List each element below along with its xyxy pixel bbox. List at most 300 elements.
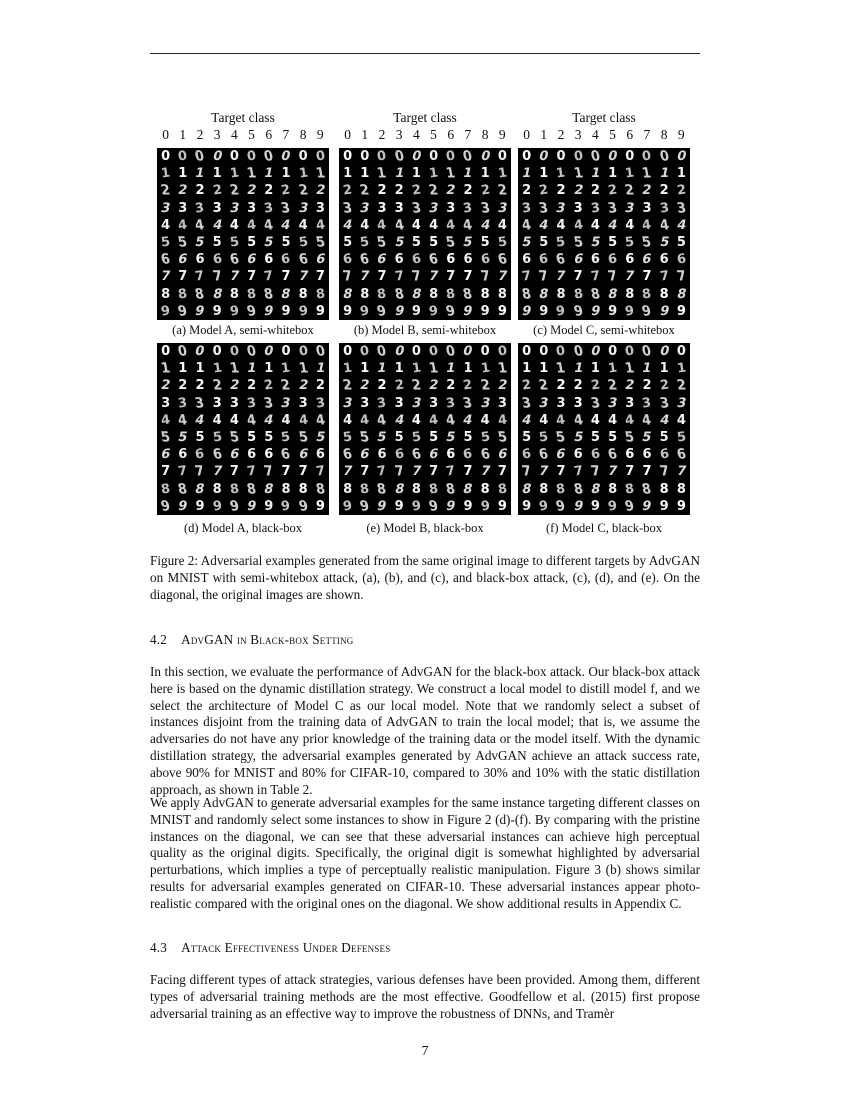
digit-image: 1: [539, 361, 549, 377]
digit-image: 9: [212, 303, 222, 319]
digit-image: 6: [394, 252, 404, 268]
digit-image: 5: [297, 234, 309, 251]
digit-grid-c: [518, 148, 690, 320]
digit-image: 3: [675, 395, 688, 411]
digit-image: 0: [246, 148, 258, 165]
digit-image: 1: [212, 166, 222, 182]
digit-image: 4: [480, 412, 490, 428]
digit-image: 7: [228, 269, 241, 285]
digit-image: 5: [624, 234, 636, 251]
section-heading-4-2: [150, 632, 354, 648]
digit-image: 8: [608, 481, 618, 497]
digit-image: 9: [358, 498, 371, 515]
digit-image: 6: [264, 447, 274, 463]
digit-image: 0: [429, 149, 439, 165]
target-class-digit: 5: [248, 127, 255, 142]
digit-image: 2: [675, 377, 688, 395]
digit-image: 3: [462, 200, 474, 217]
digit-image: 2: [314, 183, 327, 199]
digit-image: 9: [676, 303, 686, 319]
digit-image: 6: [555, 251, 567, 268]
digit-image: 7: [315, 269, 325, 285]
digit-image: 3: [280, 200, 292, 217]
digit-image: 7: [556, 464, 566, 480]
digit-image: 0: [360, 149, 370, 165]
digit-image: 9: [522, 498, 532, 514]
digit-image: 9: [393, 303, 406, 319]
digit-image: 0: [539, 344, 549, 360]
digit-image: 9: [264, 498, 274, 514]
digit-image: 6: [341, 446, 354, 463]
digit-image: 3: [589, 395, 602, 412]
digit-image: 5: [640, 430, 654, 446]
digit-image: 0: [176, 343, 189, 360]
digit-image: 4: [193, 412, 207, 428]
digit-image: 3: [496, 200, 509, 216]
digit-image: 9: [359, 303, 371, 320]
digit-image: 0: [228, 343, 240, 360]
digit-image: 4: [281, 412, 291, 428]
digit-image: 3: [212, 200, 222, 216]
digit-image: 8: [520, 286, 533, 303]
digit-image: 3: [410, 395, 423, 411]
digit-image: 1: [496, 165, 508, 182]
paragraph: [150, 972, 700, 1022]
panel-header: [339, 110, 511, 148]
digit-image: 6: [521, 446, 533, 463]
digit-image: 6: [573, 447, 583, 463]
digit-image: 2: [245, 183, 258, 199]
digit-image: 0: [522, 344, 532, 360]
digit-image: 3: [658, 200, 670, 217]
digit-image: 2: [462, 377, 474, 395]
digit-image: 0: [281, 344, 291, 360]
digit-image: 2: [297, 378, 310, 394]
digit-image: 1: [589, 166, 602, 182]
digit-image: 7: [427, 269, 440, 285]
digit-image: 2: [573, 378, 583, 394]
digit-image: 7: [537, 268, 550, 286]
digit-image: 6: [606, 446, 619, 463]
digit-image: 2: [341, 377, 354, 395]
digit-image: 6: [572, 252, 585, 268]
digit-image: 1: [623, 360, 636, 377]
digit-image: 3: [521, 200, 533, 217]
target-class-digit: 4: [591, 127, 599, 142]
digit-image: 6: [446, 252, 456, 268]
digit-image: 5: [195, 430, 205, 446]
target-class-digit: 3: [395, 127, 403, 142]
digit-image: 3: [554, 200, 568, 216]
digit-image: 0: [522, 149, 532, 165]
digit-image: 6: [496, 251, 509, 268]
digit-image: 9: [463, 498, 473, 514]
digit-image: 7: [229, 464, 239, 480]
digit-image: 5: [444, 234, 457, 251]
digit-image: 3: [161, 395, 171, 411]
digit-image: 5: [479, 429, 491, 446]
digit-image: 7: [520, 463, 533, 481]
target-class-digit: 6: [447, 127, 455, 142]
digit-image: 4: [314, 412, 327, 429]
section-number: 4.2: [150, 632, 168, 647]
digit-image: 3: [394, 395, 404, 411]
digit-image: 8: [194, 286, 206, 303]
digit-image: 0: [298, 149, 308, 165]
digit-image: 2: [427, 182, 440, 200]
digit-image: 2: [463, 183, 473, 199]
digit-image: 5: [193, 235, 207, 251]
digit-image: 8: [625, 286, 635, 302]
digit-image: 2: [159, 182, 172, 200]
digit-image: 1: [496, 360, 509, 377]
digit-image: 8: [539, 481, 549, 497]
target-class-digit: 3: [213, 127, 221, 142]
digit-image: 3: [537, 395, 550, 411]
subfigure-caption: (f) Model C, black-box: [546, 521, 662, 535]
digit-image: 3: [410, 200, 423, 217]
digit-image: 5: [160, 234, 172, 251]
digit-image: 5: [572, 234, 585, 251]
digit-image: 8: [228, 481, 240, 498]
digit-image: 0: [229, 149, 239, 165]
digit-image: 8: [497, 286, 507, 302]
digit-image: 6: [247, 447, 257, 463]
digit-image: 8: [212, 481, 222, 497]
digit-image: 4: [461, 412, 475, 428]
digit-image: 0: [641, 148, 653, 165]
digit-image: 9: [572, 498, 585, 514]
target-class-digit: 1: [361, 127, 369, 142]
target-class-digit: 3: [574, 127, 582, 142]
digit-image: 6: [358, 447, 371, 463]
digit-image: 4: [462, 217, 474, 234]
digit-image: 5: [343, 235, 353, 251]
digit-image: 9: [624, 303, 636, 320]
digit-image: 5: [394, 430, 404, 446]
digit-image: 1: [178, 166, 188, 182]
digit-image: 7: [537, 464, 550, 480]
digit-image: 4: [246, 217, 258, 234]
digit-image: 5: [496, 429, 509, 446]
digit-image: 2: [446, 378, 456, 394]
digit-image: 0: [193, 344, 207, 360]
digit-image: 1: [572, 361, 585, 377]
digit-image: 2: [496, 182, 509, 200]
digit-image: 1: [640, 361, 654, 377]
digit-image: 5: [342, 429, 354, 446]
digit-image: 9: [589, 303, 602, 319]
digit-image: 0: [658, 344, 671, 360]
digit-image: 3: [376, 395, 388, 412]
digit-image: 3: [479, 395, 492, 411]
digit-image: 7: [521, 268, 533, 286]
digit-image: 1: [193, 166, 207, 182]
target-class-digit: 0: [344, 127, 351, 142]
digit-image: 5: [444, 430, 457, 446]
digit-image: 9: [461, 303, 475, 319]
digit-image: 3: [445, 395, 457, 412]
digit-image: 2: [427, 378, 440, 394]
digit-axis: [518, 127, 690, 143]
digit-image: 5: [212, 235, 222, 251]
digit-image: 2: [642, 378, 652, 394]
digit-image: 9: [555, 303, 567, 320]
digit-image: 4: [279, 217, 293, 233]
digit-image: 1: [297, 165, 309, 182]
paragraph-text: In this section, we evaluate the performance of AdvGAN for the black-box attack. Our black-box attack here is based on the dynamic distillation strategy. We construct a local model to distill model f, and we select the architecture of Model C as our local model. Note that we randomly select a subset of instances disjoint from the training data of AdvGAN to train the local model; that is, we assume the adversaries do not have any prior knowledge of the training data or the model itself. With the dynamic distillation strategy, the adversarial examples generated by AdvGAN achieve an attack success rate, above 90% for MNIST and 80% for CIFAR-10, compared to 30% and 10% with the static distillation approach, as shown in Table 2.: [150, 664, 700, 797]
digit-image: 4: [675, 217, 688, 233]
digit-image: 9: [520, 303, 533, 319]
digit-image: 1: [608, 166, 618, 182]
digit-image: 7: [572, 463, 584, 481]
digit-image: 6: [228, 447, 241, 463]
digit-image: 9: [608, 303, 618, 319]
target-class-digit: 5: [609, 127, 616, 142]
target-class-digit: 0: [162, 127, 169, 142]
digit-image: 6: [297, 251, 310, 268]
digit-image: 2: [211, 377, 224, 395]
digit-image: 5: [589, 235, 602, 251]
digit-image: 5: [496, 234, 508, 251]
digit-image: 0: [211, 149, 224, 165]
digit-image: 4: [608, 412, 618, 428]
digit-image: 4: [606, 217, 619, 233]
digit-image: 8: [572, 481, 585, 498]
digit-image: 2: [263, 377, 275, 395]
digit-image: 3: [537, 200, 550, 217]
digit-image: 6: [280, 446, 292, 463]
digit-image: 7: [377, 269, 387, 285]
digit-image: 8: [359, 481, 371, 498]
digit-image: 7: [194, 463, 206, 481]
digit-image: 9: [497, 498, 507, 514]
digit-image: 0: [624, 343, 636, 360]
digit-image: 8: [279, 286, 293, 302]
digit-image: 0: [589, 344, 602, 360]
digit-image: 6: [607, 251, 619, 268]
digit-image: 4: [376, 217, 388, 234]
digit-image: 9: [444, 498, 457, 514]
digit-image: 0: [537, 149, 550, 165]
digit-image: 7: [281, 464, 291, 480]
digit-image: 1: [281, 166, 291, 182]
digit-image: 9: [281, 303, 291, 319]
digit-image: 6: [176, 252, 189, 268]
digit-image: 8: [496, 481, 508, 498]
digit-image: 8: [161, 286, 171, 302]
digit-image: 4: [479, 217, 492, 233]
digit-image: 0: [572, 343, 585, 360]
digit-image: 9: [297, 303, 309, 320]
digit-image: 0: [461, 344, 475, 360]
digit-image: 4: [262, 217, 275, 234]
digit-image: 8: [281, 481, 291, 497]
digit-image: 8: [428, 481, 440, 498]
digit-image: 2: [675, 182, 687, 200]
digit-image: 1: [641, 165, 653, 182]
digit-image: 5: [176, 234, 189, 251]
digit-image: 1: [428, 165, 440, 182]
digit-image: 4: [160, 412, 172, 429]
digit-image: 5: [608, 430, 618, 446]
digit-image: 1: [427, 360, 440, 377]
digit-image: 3: [315, 200, 325, 216]
digit-image: 8: [177, 286, 189, 303]
panel-c: [518, 110, 690, 338]
digit-image: 9: [262, 303, 275, 319]
section-number: 4.3: [150, 940, 168, 955]
digit-image: 5: [375, 430, 389, 446]
digit-image: 2: [522, 183, 532, 199]
digit-image: 7: [376, 463, 388, 481]
digit-image: 1: [342, 360, 354, 377]
digit-image: 2: [377, 378, 387, 394]
digit-image: 4: [555, 412, 567, 429]
digit-image: 3: [297, 200, 310, 216]
digit-image: 8: [624, 481, 636, 498]
digit-image: 9: [228, 498, 241, 515]
digit-image: 4: [343, 412, 353, 428]
digit-image: 7: [589, 463, 602, 481]
digit-image: 3: [246, 395, 258, 412]
digit-image: 4: [376, 412, 388, 429]
digit-image: 3: [298, 395, 308, 411]
digit-image: 6: [640, 252, 654, 268]
digit-image: 1: [675, 360, 687, 377]
digit-image: 2: [479, 377, 492, 395]
digit-image: 6: [228, 251, 241, 268]
digit-image: 7: [675, 268, 688, 286]
digit-image: 6: [675, 251, 687, 268]
digit-image: 8: [393, 286, 406, 303]
digit-image: 5: [228, 234, 240, 251]
digit-image: 4: [229, 217, 239, 233]
digit-image: 3: [360, 395, 370, 411]
digit-image: 0: [428, 343, 440, 360]
digit-image: 7: [642, 269, 652, 285]
figure-caption: Figure 2: Adversarial examples generated from the same original image to different targets by AdvGAN on MNIST with semi-whitebox attack, (a), (b), and (c), and black-box attack, (c), (d), and (e). On the diagonal, the original images are shown.: [150, 553, 700, 602]
digit-image: 6: [410, 251, 422, 268]
digit-image: 3: [212, 395, 222, 411]
digit-image: 0: [161, 149, 171, 165]
digit-image: 2: [358, 378, 371, 394]
digit-image: 4: [537, 217, 550, 233]
digit-image: 4: [411, 412, 421, 428]
digit-image: 8: [659, 286, 669, 302]
digit-image: 1: [228, 360, 241, 377]
digit-image: 3: [462, 395, 474, 412]
digit-image: 3: [479, 200, 492, 217]
digit-image: 1: [410, 360, 422, 377]
digit-image: 4: [624, 412, 636, 429]
digit-image: 7: [298, 464, 308, 480]
digit-image: 0: [262, 344, 275, 360]
digit-image: 6: [625, 447, 635, 463]
digit-image: 8: [343, 481, 353, 497]
panel-header: [518, 110, 690, 148]
digit-image: 1: [262, 166, 275, 182]
digit-image: 7: [573, 269, 583, 285]
digit-image: 4: [341, 217, 354, 233]
digit-image: 0: [676, 344, 686, 360]
digit-image: 4: [176, 412, 189, 429]
digit-image: 1: [607, 360, 619, 377]
digit-grid-e: [339, 343, 511, 515]
target-class-digit: 0: [523, 127, 530, 142]
digit-image: 3: [314, 395, 326, 412]
digit-image: 9: [211, 498, 223, 515]
digit-image: 8: [160, 481, 172, 498]
target-class-digit: 2: [557, 127, 565, 142]
digit-image: 6: [496, 447, 509, 463]
digit-image: 1: [375, 361, 389, 377]
digit-axis: [339, 127, 511, 143]
digit-image: 1: [520, 166, 533, 182]
digit-image: 8: [641, 481, 653, 498]
digit-image: 1: [264, 361, 274, 377]
digit-image: 4: [625, 217, 635, 233]
subfigure-caption: (a) Model A, semi-whitebox: [172, 323, 314, 337]
digit-image: 4: [658, 412, 671, 428]
digit-image: 4: [229, 412, 239, 428]
digit-image: 9: [228, 303, 240, 320]
digit-image: 8: [393, 481, 406, 497]
digit-image: 1: [314, 361, 327, 377]
digit-image: 7: [479, 464, 492, 480]
digit-image: 9: [641, 303, 653, 320]
digit-image: 1: [411, 166, 421, 182]
digit-image: 9: [280, 498, 292, 515]
digit-image: 7: [262, 463, 275, 481]
digit-image: 6: [410, 446, 423, 463]
digit-image: 8: [376, 286, 388, 303]
digit-image: 7: [642, 464, 652, 480]
digit-image: 1: [195, 361, 205, 377]
digit-image: 4: [262, 412, 275, 428]
digit-image: 5: [264, 430, 274, 446]
digit-image: 9: [659, 498, 669, 514]
digit-image: 5: [159, 429, 172, 446]
digit-image: 5: [676, 235, 686, 251]
digit-image: 3: [606, 200, 619, 217]
digit-image: 3: [497, 395, 507, 411]
digit-image: 7: [675, 464, 688, 480]
digit-image: 2: [572, 183, 585, 199]
digit-image: 7: [297, 269, 310, 285]
digit-image: 5: [675, 429, 687, 446]
digit-image: 3: [429, 395, 439, 411]
digit-image: 2: [195, 183, 205, 199]
digit-image: 8: [589, 481, 602, 497]
digit-image: 7: [341, 464, 354, 480]
digit-image: 6: [522, 252, 532, 268]
digit-image: 8: [520, 481, 533, 497]
digit-image: 4: [590, 217, 600, 233]
digit-image: 9: [315, 498, 325, 514]
target-class-digit: 6: [265, 127, 273, 142]
digit-image: 0: [556, 149, 566, 165]
section-title: AdvGAN in Black-box Setting: [181, 632, 354, 647]
digit-image: 6: [211, 446, 224, 463]
digit-image: 5: [429, 430, 439, 446]
digit-image: 1: [539, 166, 549, 182]
digit-image: 3: [556, 395, 566, 411]
digit-image: 6: [589, 446, 601, 463]
digit-image: 4: [359, 412, 371, 429]
target-class-label: Target class: [572, 110, 636, 125]
digit-image: 6: [659, 252, 669, 268]
